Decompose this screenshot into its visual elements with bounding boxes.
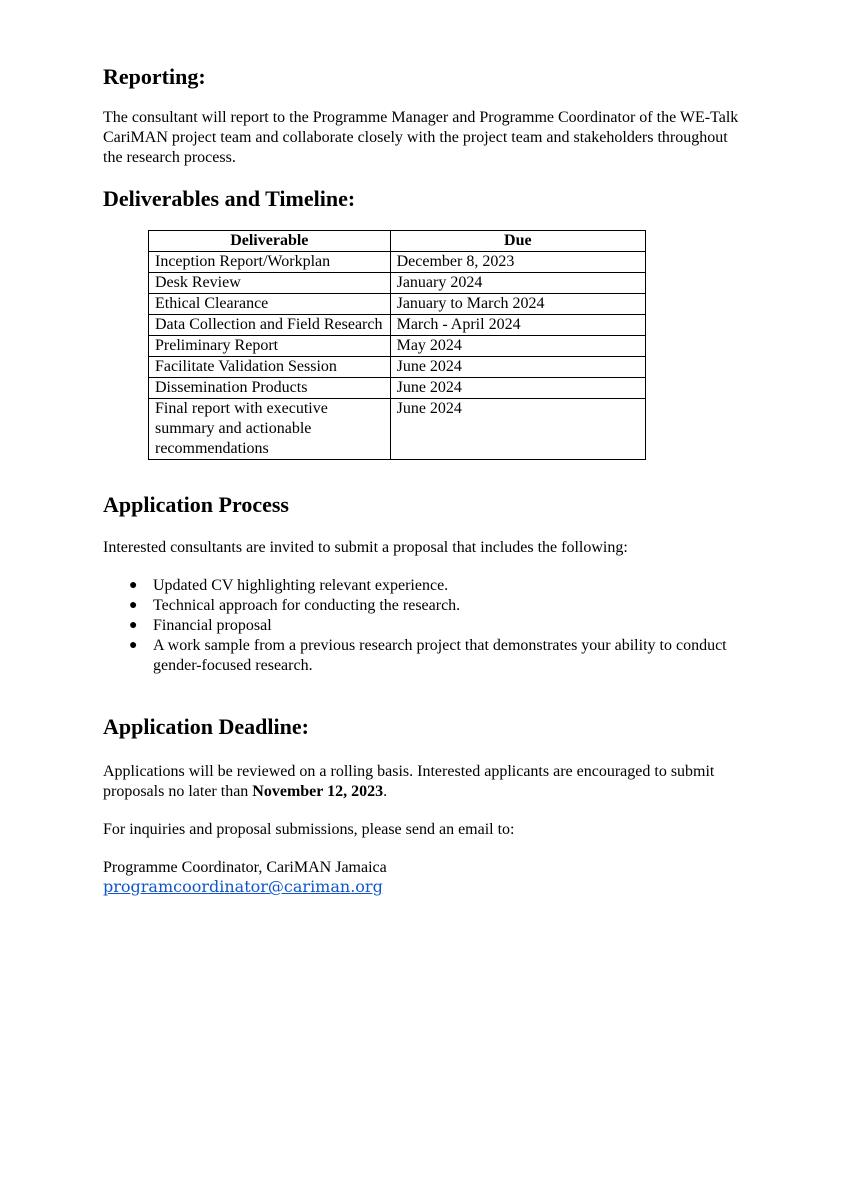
requirements-list	[103, 576, 743, 676]
list-item	[103, 616, 743, 636]
deliverable-cell: Ethical Clearance	[149, 294, 391, 315]
application-process-intro: Interested consultants are invited to submit a proposal that includes the following:	[103, 539, 628, 556]
table-row	[149, 294, 646, 315]
due-cell: March - April 2024	[390, 315, 645, 336]
table-row	[149, 399, 646, 460]
due-cell: December 8, 2023	[390, 252, 645, 273]
application-deadline-heading: Application Deadline:	[103, 714, 309, 739]
due-cell: June 2024	[390, 378, 645, 399]
due-cell: January 2024	[390, 273, 645, 294]
list-item	[103, 596, 743, 616]
deadline-body-suffix: .	[383, 783, 388, 800]
due-cell: January to March 2024	[390, 294, 645, 315]
reporting-heading: Reporting:	[103, 64, 206, 89]
deliverable-cell: Inception Report/Workplan	[149, 252, 391, 273]
deadline-body-text: Applications will be reviewed on a rolling basis. Interested applicants are encouraged to submit proposals no later than	[103, 763, 715, 800]
deliverable-cell: Data Collection and Field Research	[149, 315, 391, 336]
list-item-text: Technical approach for conducting the research.	[153, 597, 461, 614]
contact-name: Programme Coordinator, CariMAN Jamaica	[103, 859, 387, 876]
deliverable-cell: Desk Review	[149, 273, 391, 294]
column-header-deliverable: Deliverable	[149, 231, 391, 252]
due-cell: June 2024	[390, 357, 645, 378]
reporting-body: The consultant will report to the Programme Manager and Programme Coordinator of the WE-Talk CariMAN project team and collaborate closely with the project team and stakeholders throughout the research process.	[103, 109, 739, 166]
bullet-icon: ●	[129, 598, 138, 613]
table-row	[149, 378, 646, 399]
table-row	[149, 273, 646, 294]
bullet-icon: ●	[129, 618, 138, 633]
contact-email-line	[103, 877, 743, 898]
list-item	[103, 576, 743, 596]
inquiries-text: For inquiries and proposal submissions, please send an email to:	[103, 821, 515, 838]
list-item-text: Financial proposal	[153, 617, 272, 634]
bullet-icon: ●	[129, 638, 138, 653]
table-row	[149, 315, 646, 336]
due-cell: May 2024	[390, 336, 645, 357]
due-cell: June 2024	[390, 399, 645, 460]
deliverable-cell: Facilitate Validation Session	[149, 357, 391, 378]
bullet-icon: ●	[129, 578, 138, 593]
deliverables-heading: Deliverables and Timeline:	[103, 186, 356, 211]
application-deadline-body	[103, 762, 743, 802]
deliverables-table	[148, 230, 646, 460]
application-process-heading: Application Process	[103, 492, 289, 517]
deliverable-cell: Dissemination Products	[149, 378, 391, 399]
contact-email-link[interactable]: programcoordinator@cariman.org	[103, 877, 383, 896]
table-header-row	[149, 231, 646, 252]
table-row	[149, 357, 646, 378]
deliverable-cell: Preliminary Report	[149, 336, 391, 357]
list-item-text: Updated CV highlighting relevant experience.	[153, 577, 449, 594]
list-item	[103, 636, 743, 676]
deadline-date: November 12, 2023	[252, 783, 384, 800]
column-header-due: Due	[390, 231, 645, 252]
list-item-text: A work sample from a previous research project that demonstrates your ability to conduct gender-focused research.	[153, 637, 727, 674]
deliverable-cell: Final report with executive summary and actionable recommendations	[149, 399, 391, 460]
table-row	[149, 252, 646, 273]
table-row	[149, 336, 646, 357]
